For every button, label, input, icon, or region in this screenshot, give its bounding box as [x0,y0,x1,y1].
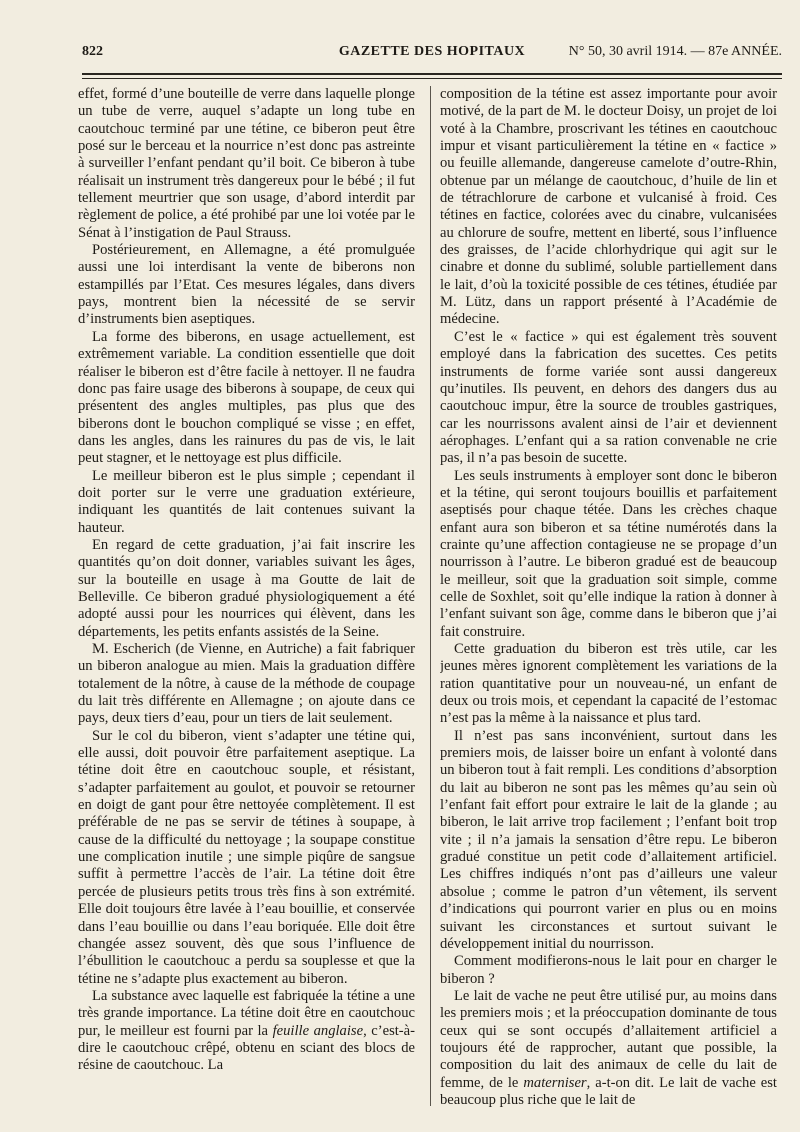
paragraph [78,988,415,1075]
issue-info: N° 50, 30 avril 1914. — 87e ANNÉE. [568,44,782,59]
paragraph: Sur le col du biberon, vient s’adapter une tétine qui, elle aussi, doit pouvoir être parfaitement aseptique. La tétine doit être en caoutchouc souple, et résistant, s’adapter parfaitement au goulot, et pouvoir se retourner en doigt de gant pour être nettoyée complètement. Il est préférable de ne pas se servir de tétines à soupape, à cause de la difficulté du nettoyage ; la soupape constitue une complication inutile ; une simple piqûre de sangsue suffit à permettre l’accès de l’air. La tétine doit être percée de plusieurs petits trous très fins à son extrémité. Elle doit toujours être lavée à l’eau bouillie, et conservée dans l’eau bouillie ou dans l’eau boriquée. Elle doit être changée assez souvent, dès que sous l’influence de l’ébullition le caoutchouc a perdu sa souplesse et que la tétine ne s’adapte plus exactement au biberon. [78,727,415,987]
right-column [440,86,777,1116]
paragraph: Les seuls instruments à employer sont donc le biberon et la tétine, qui seront toujours bouillis et parfaitement aseptisés pour chaque tétée. Dans les crèches chaque enfant aura son biberon et sa tétine numérotés dans la crainte qu’une affection contagieuse ne se propage d’un nourrisson à l’autre. Le biberon gradué est de beaucoup le meilleur, soit que la graduation soit simple, comme celle de Soxhlet, soit qu’elle indique la ration à donner à l’enfant suivant son âge, comme dans le biberon que j’ai fait construire. [440,467,777,640]
paragraph: Cette graduation du biberon est très utile, car les jeunes mères ignorent complètement les variations de la ration quantitative pour un nouveau-né, un enfant de deux ou trois mois, et cependant la capacité de l’estomac n’est pas la même à la naissance et plus tard. [440,641,777,727]
paragraph: composition de la tétine est assez importante pour avoir motivé, de la part de M. le docteur Doisy, un projet de loi voté à la Chambre, proscrivant les tétines en caoutchouc impur et visant particulièrement la tétine en « factice » ou feuille allemande, dangereuse camelote d’outre-Rhin, obtenue par un mélange de caoutchouc, d’huile de lin et de tétrachlorure de carbone et vulcanisé à froid. Ces tétines en factice, colorées avec du cinabre, vulcanisées au chlorure de soufre, mettent en liberté, sous l’influence des graisses, de l’acide chlorhydrique qui agit sur le cinabre et donne du sublimé, soluble partiellement dans le lait, d’où la toxicité possible de ces tétines, étudiée par M. Lütz, dans un rapport présenté à l’Académie de médecine. [440,86,777,328]
text-run: Le lait de vache ne peut être utilisé pur, au moins dans les premiers mois ; et la préoccupation dominante de tous ceux qui se sont occupés d’allaitement artificiel a toujours été de rapprocher, autant que possible, la composition du lait des animaux de celle du lait de femme, de le [440,987,777,1091]
italic-term: materniser [523,1074,587,1091]
italic-term: feuille anglaise [272,1022,364,1039]
text-run: La substance avec laquelle est fabriquée la tétine a une très grande importance. La tétine doit être en caoutchouc pur, le meilleur est fourni par la [78,987,415,1039]
paragraph: Postérieurement, en Allemagne, a été promulguée aussi une loi interdisant la vente de biberons non estampillés par l’Etat. Ces mesures légales, dans divers pays, montrent bien la nécessité de se servir d’instruments bien aseptiques. [78,242,415,328]
paragraph: Il n’est pas sans inconvénient, surtout dans les premiers mois, de laisser boire un enfant à volonté dans un biberon tout à fait rempli. Les conditions d’absorption du lait au biberon ne sont pas les mêmes qu’au sein où l’enfant fait effort pour extraire le lait de la glande ; au biberon, le lait arrive trop facilement ; l’enfant boit trop vite ; il n’a jamais la sensation d’être repu. Le biberon gradué constitue un petit code d’allaitement artificiel. Les chiffres indiqués n’ont pas d’ailleurs une valeur absolue ; comme le patron d’un vêtement, ils servent d’indications qui pourront varier en plus ou en moins suivant les circonstances et surtout suivant le développement initial du nourrisson. [440,727,777,952]
journal-title: GAZETTE DES HOPITAUX [338,44,526,59]
header-rule-thin [82,78,782,79]
paragraph [440,988,777,1109]
text-run: , a-t-on dit. Le lait de vache est beaucoup plus riche que le lait de [440,1074,777,1108]
page-header [82,44,782,66]
header-rule-thick [82,73,782,75]
paragraph: M. Escherich (de Vienne, en Autriche) a fait fabriquer un biberon analogue au mien. Mais la graduation diffère totalement de la nôtre, à cause de la méthode de coupage du lait très différente en Allemagne ; on ajoute dans ce pays, deux tiers d’eau, pour un tiers de lait seulement. [78,641,415,727]
text-run: , c’est-à-dire le caoutchouc crêpé, obtenu en sciant des blocs de résine de caoutchouc. La [78,1022,415,1074]
paragraph: C’est le « factice » qui est également très souvent employé dans la fabrication des sucettes. Ces petits instruments de forme variée sont aussi dangereux qu’inutiles. Ils peuvent, en dehors des dangers dus au caoutchouc impur, être la source de troubles gastriques, car les nourrissons avalent ainsi de l’air et deviennent aérophages. L’enfant qui a sa ration convenable ne crie pas, il n’a pas besoin de sucette. [440,328,777,467]
left-column [78,86,415,1116]
paragraph: En regard de cette graduation, j’ai fait inscrire les quantités qu’on doit donner, variables suivant les âges, sur la bouteille en usage à ma Goutte de lait de Belleville. Ce biberon gradué physiologiquement a été adopté aussi pour les nourrices qui élèvent, dans les départements, les petits enfants assistés de la Seine. [78,536,415,640]
paragraph: La forme des biberons, en usage actuellement, est extrêmement variable. La condition essentielle que doit réaliser le biberon est d’être facile à nettoyer. Il ne faudra donc pas faire usage des biberons à soupape, de ceux qui présentent des angles multiples, pas plus que des biberons dont le bouchon compliqué se visse ; en effet, dans les angles, dans les rainures du pas de vis, le lait peut stagner, et le nettoyage est plus difficile. [78,328,415,467]
paragraph: Comment modifierons-nous le lait pour en charger le biberon ? [440,953,777,987]
column-divider [430,86,431,1106]
paragraph: effet, formé d’une bouteille de verre dans laquelle plonge un tube de verre, auquel s’adapte un long tube en caoutchouc terminé par une tétine, ce biberon peut être posé sur le berceau et la nourrice n’est donc pas astreinte à surveiller l’enfant pendant qu’il boit. Ce biberon à tube réalisait un instrument très dangereux pour le bébé ; il fut tellement meurtrier que son usage, d’abord interdit par règlement de police, a été prohibé par une loi votée par le Sénat à l’instigation de Paul Strauss. [78,86,415,241]
page-number: 822 [82,44,103,59]
paragraph: Le meilleur biberon est le plus simple ; cependant il doit porter sur le verre une graduation extérieure, indiquant les quantités de lait contenues suivant la hauteur. [78,467,415,536]
